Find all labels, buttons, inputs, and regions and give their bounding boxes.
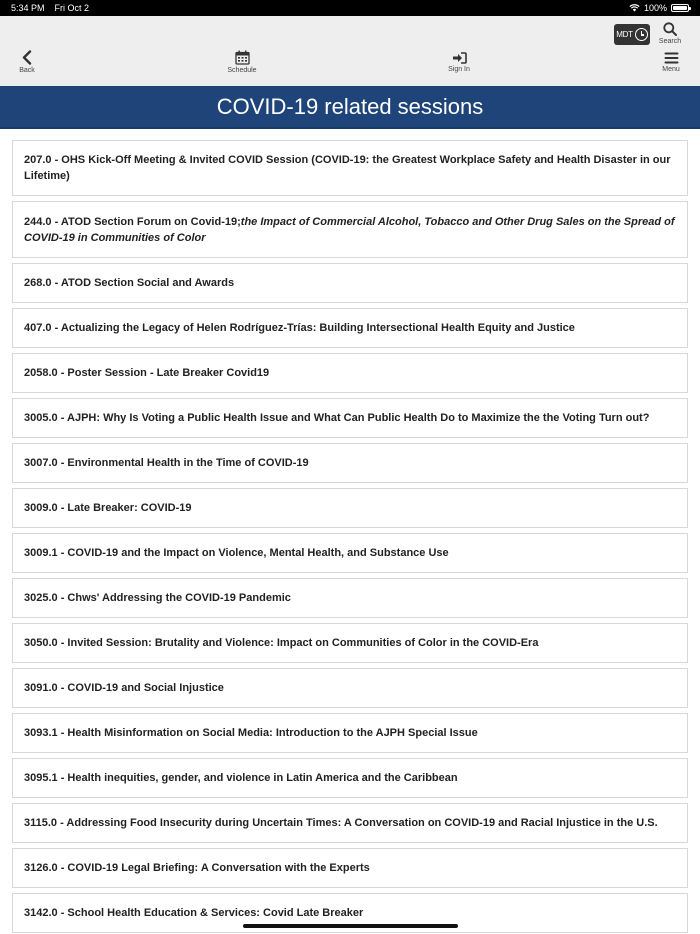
search-button[interactable] — [654, 22, 686, 45]
session-item[interactable] — [12, 533, 688, 573]
session-item[interactable] — [12, 263, 688, 303]
session-title: 207.0 - OHS Kick-Off Meeting & Invited COVID Session (COVID-19: the Greatest Workplace Safety and Health Disaster in our Lifetime) — [24, 154, 671, 182]
session-title: 2058.0 - Poster Session - Late Breaker Covid19 — [24, 367, 270, 379]
session-item[interactable] — [12, 668, 688, 708]
battery-icon — [671, 4, 689, 12]
session-item[interactable] — [12, 488, 688, 528]
clock-icon — [635, 28, 648, 41]
session-title: 268.0 - ATOD Section Social and Awards — [24, 277, 235, 289]
nav-bar — [0, 16, 700, 86]
search-icon — [663, 22, 677, 36]
session-item[interactable] — [12, 308, 688, 348]
search-label: Search — [658, 38, 682, 45]
schedule-button[interactable] — [222, 50, 262, 74]
session-title: 3025.0 - Chws' Addressing the COVID-19 Pandemic — [24, 592, 291, 604]
sign-in-label: Sign In — [448, 66, 470, 73]
session-title: 3091.0 - COVID-19 and Social Injustice — [24, 682, 224, 694]
hamburger-menu-icon — [664, 52, 679, 64]
session-item[interactable] — [12, 353, 688, 393]
status-date: Fri Oct 2 — [54, 3, 90, 13]
session-item[interactable] — [12, 803, 688, 843]
back-button[interactable] — [14, 50, 40, 74]
page-title-banner — [0, 86, 700, 129]
status-bar — [0, 0, 700, 16]
session-title: 3009.1 - COVID-19 and the Impact on Violence, Mental Health, and Substance Use — [24, 547, 449, 559]
session-item[interactable] — [12, 201, 688, 258]
session-title-main: 244.0 - ATOD Section Forum on Covid-19; — [24, 215, 241, 228]
session-title: 407.0 - Actualizing the Legacy of Helen Rodríguez-Trías: Building Intersectional Health Equity and Justice — [24, 322, 575, 334]
session-title: 3005.0 - AJPH: Why Is Voting a Public Health Issue and What Can Public Health Do to Maximize the the Voting Turn out? — [24, 412, 650, 424]
session-title: 3093.1 - Health Misinformation on Social Media: Introduction to the AJPH Special Issue — [24, 727, 478, 739]
session-item[interactable] — [12, 443, 688, 483]
page-title: COVID-19 related sessions — [216, 93, 484, 119]
session-title: 3095.1 - Health inequities, gender, and violence in Latin America and the Caribbean — [24, 772, 458, 784]
status-time: 5:34 PM — [11, 3, 45, 13]
session-item[interactable] — [12, 398, 688, 438]
wifi-icon — [629, 4, 640, 12]
session-title: 3050.0 - Invited Session: Brutality and Violence: Impact on Communities of Color in the COVID-Era — [24, 637, 539, 649]
session-item[interactable] — [12, 758, 688, 798]
session-title — [24, 214, 676, 246]
mdt-timezone-badge[interactable] — [614, 24, 650, 45]
schedule-label: Schedule — [227, 67, 257, 74]
session-title: 3007.0 - Environmental Health in the Time of COVID-19 — [24, 457, 309, 469]
sign-in-button[interactable] — [443, 52, 475, 73]
battery-percent: 100% — [643, 3, 667, 13]
sessions-list — [0, 129, 700, 934]
session-item[interactable] — [12, 713, 688, 753]
session-title: 3009.0 - Late Breaker: COVID-19 — [24, 502, 192, 514]
session-item[interactable] — [12, 578, 688, 618]
session-title: 3126.0 - COVID-19 Legal Briefing: A Conversation with the Experts — [24, 862, 370, 874]
mdt-label: MDT — [616, 30, 633, 39]
session-item[interactable] — [12, 623, 688, 663]
sign-in-icon — [452, 52, 467, 64]
menu-label: Menu — [662, 66, 680, 73]
calendar-icon — [235, 50, 250, 65]
menu-button[interactable] — [656, 52, 686, 73]
session-item[interactable] — [12, 848, 688, 888]
session-item[interactable] — [12, 140, 688, 196]
session-title: 3142.0 - School Health Education & Services: Covid Late Breaker — [24, 907, 364, 919]
session-title: 3115.0 - Addressing Food Insecurity during Uncertain Times: A Conversation on COVID-19 and Racial Injustice in the U.S. — [24, 817, 658, 829]
chevron-left-icon — [22, 50, 32, 65]
back-label: Back — [19, 67, 35, 74]
session-title-italic: the Impact of Commercial Alcohol, Tobacco and Other Drug Sales on the Spread of COVID-19 in Communities of Color — [24, 215, 675, 244]
home-indicator[interactable] — [243, 924, 458, 928]
